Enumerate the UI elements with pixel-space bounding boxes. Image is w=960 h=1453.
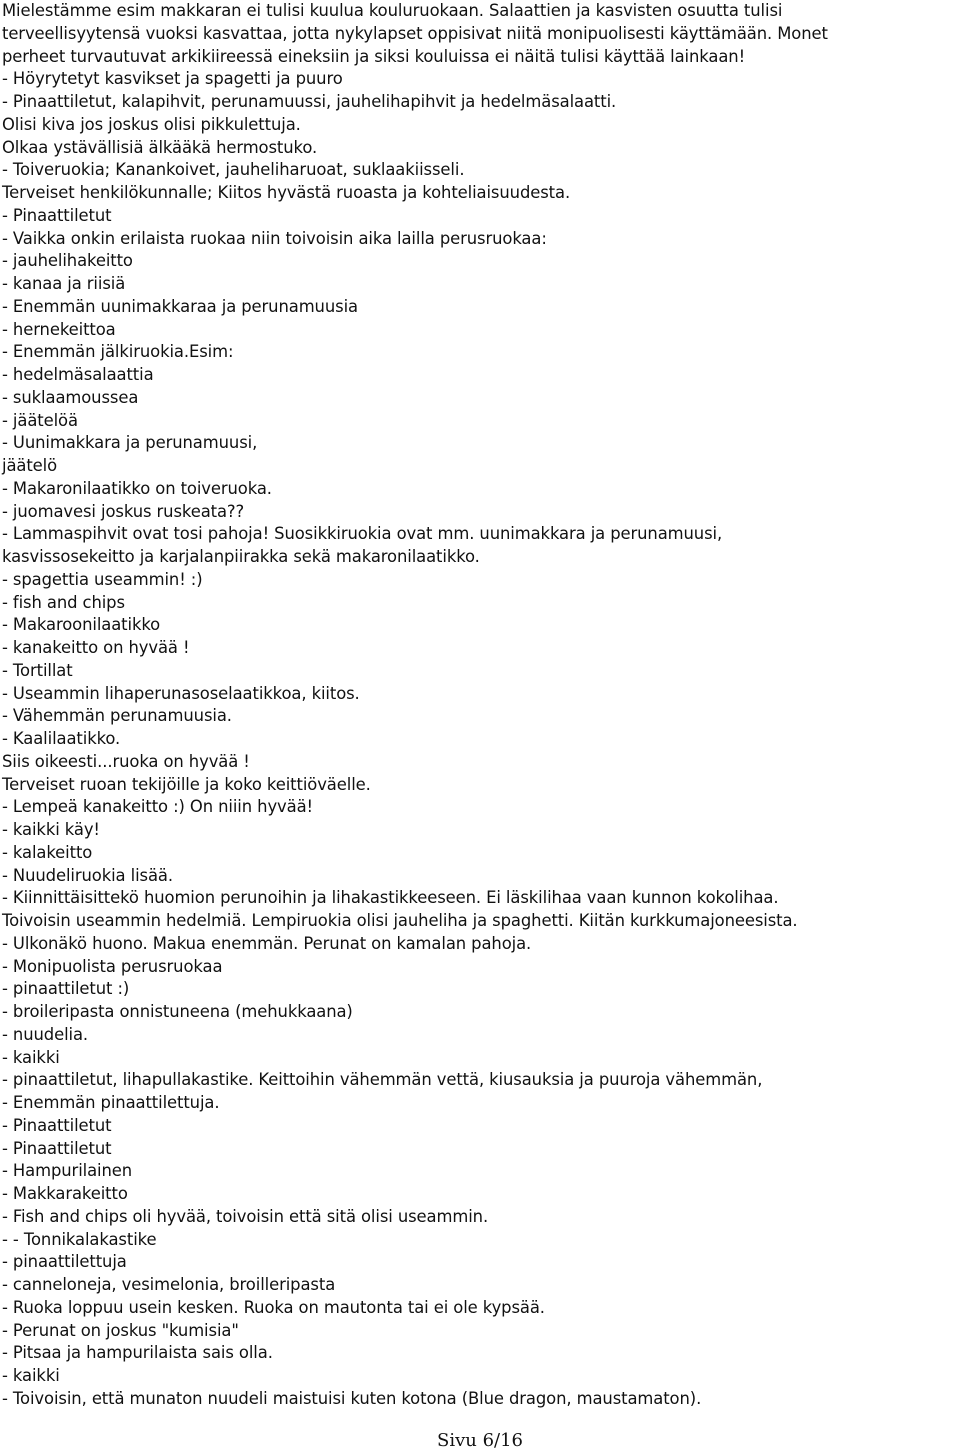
text-line: - Pinaattiletut — [2, 205, 112, 225]
text-line: - - Tonnikalakastike — [2, 1229, 157, 1249]
text-line: - Perunat on joskus "kumisia" — [2, 1320, 239, 1340]
text-line: - Pinaattiletut — [2, 1115, 112, 1135]
text-line: - Nuudeliruokia lisää. — [2, 865, 173, 885]
text-line: - fish and chips — [2, 592, 125, 612]
text-line: terveellisyytensä vuoksi kasvattaa, jotta nykylapset oppisivat niitä monipuolisesti käyttämään. Monet — [2, 23, 828, 43]
text-line: - Toivoisin, että munaton nuudeli maistuisi kuten kotona (Blue dragon, maustamaton). — [2, 1388, 702, 1408]
page-number: Sivu 6/16 — [437, 1430, 523, 1451]
text-line: Mielestämme esim makkaran ei tulisi kuulua kouluruokaan. Salaattien ja kasvisten osuutta tulisi — [2, 1, 783, 20]
text-line: - pinaattilettuja — [2, 1252, 127, 1272]
text-line: - Pinaattiletut, kalapihvit, perunamuussi, jauhelihapihvit ja hedelmäsalaatti. — [2, 92, 617, 111]
text-line: - hedelmäsalaattia — [2, 365, 154, 384]
text-line: - Ruoka loppuu usein kesken. Ruoka on mautonta tai ei ole kypsää. — [2, 1297, 545, 1317]
text-line: - Vähemmän perunamuusia. — [2, 706, 232, 726]
text-line: - Kiinnittäisittekö huomion perunoihin ja lihakastikkeeseen. Ei läskilihaa vaan kunnon kokolihaa. — [2, 888, 779, 908]
text-line: - jauhelihakeitto — [2, 251, 133, 271]
text-line: - Fish and chips oli hyvää, toivoisin että sitä olisi useammin. — [2, 1206, 489, 1226]
text-line: - kanakeitto on hyvää ! — [2, 638, 190, 657]
text-line: - Uunimakkara ja perunamuusi, — [2, 433, 258, 453]
text-line: - Hampurilainen — [2, 1161, 133, 1181]
text-line: - Makkarakeitto — [2, 1184, 128, 1203]
text-line: - Useammin lihaperunasoselaatikkoa, kiitos. — [2, 683, 360, 703]
document-body — [2, 0, 956, 1411]
text-line: - kaikki — [2, 1366, 60, 1385]
text-line: - Makaronilaatikko on toiveruoka. — [2, 478, 272, 498]
text-line: - Enemmän jälkiruokia.Esim: — [2, 342, 234, 362]
text-line: - Toiveruokia; Kanankoivet, jauheliharuoat, suklaakiisseli. — [2, 160, 465, 180]
text-line: - pinaattiletut, lihapullakastike. Keittoihin vähemmän vettä, kiusauksia ja puuroja vähemmän, — [2, 1070, 763, 1090]
text-line: - kaikki käy! — [2, 820, 100, 839]
text-line: perheet turvautuvat arkikiireessä eineksiin ja siksi kouluissa ei näitä tulisi käyttää lainkaan! — [2, 46, 746, 66]
text-line: kasvissosekeitto ja karjalanpiirakka sekä makaronilaatikko. — [2, 547, 480, 566]
text-line: - Enemmän uunimakkaraa ja perunamuusia — [2, 296, 358, 316]
text-line: - spagettia useammin! :) — [2, 569, 203, 589]
text-line: - Pitsaa ja hampurilaista sais olla. — [2, 1343, 273, 1363]
text-line: - kaikki — [2, 1047, 60, 1067]
text-line: - Lempeä kanakeitto :) On niiin hyvää! — [2, 797, 313, 817]
text-line: Olkaa ystävällisiä älkääkä hermostuko. — [2, 137, 318, 157]
text-line: - Monipuolista perusruokaa — [2, 956, 223, 976]
text-line: Terveiset henkilökunnalle; Kiitos hyvästä ruoasta ja kohteliaisuudesta. — [2, 183, 571, 202]
text-line: jäätelö — [2, 456, 58, 475]
text-line: - Vaikka onkin erilaista ruokaa niin toivoisin aika lailla perusruokaa: — [2, 228, 547, 248]
text-line: - Pinaattiletut — [2, 1138, 112, 1158]
text-line: - Tortillat — [2, 660, 73, 680]
text-line: Terveiset ruoan tekijöille ja koko keittiöväelle. — [2, 774, 371, 794]
text-line: - hernekeittoa — [2, 319, 116, 339]
text-line: - broileripasta onnistuneena (mehukkaana) — [2, 1002, 353, 1021]
text-line: - Enemmän pinaattilettuja. — [2, 1093, 220, 1112]
text-line: Siis oikeesti...ruoka on hyvää ! — [2, 751, 250, 771]
text-line: - Lammaspihvit ovat tosi pahoja! Suosikkiruokia ovat mm. uunimakkara ja perunamuusi, — [2, 524, 723, 544]
text-line: - juomavesi joskus ruskeata?? — [2, 501, 245, 521]
text-line: - canneloneja, vesimelonia, broilleripasta — [2, 1275, 336, 1294]
text-line: Olisi kiva jos joskus olisi pikkulettuja. — [2, 114, 301, 134]
text-line: Toivoisin useammin hedelmiä. Lempiruokia olisi jauheliha ja spaghetti. Kiitän kurkkumajoneesista. — [2, 911, 798, 930]
text-line: - kalakeitto — [2, 842, 93, 862]
text-line: - Makaroonilaatikko — [2, 615, 161, 635]
text-line: - pinaattiletut :) — [2, 979, 130, 999]
text-line: - Ulkonäkö huono. Makua enemmän. Perunat on kamalan pahoja. — [2, 933, 532, 953]
text-line: - kanaa ja riisiä — [2, 274, 126, 293]
text-line: - Höyrytetyt kasvikset ja spagetti ja puuro — [2, 69, 343, 89]
text-line: - jäätelöä — [2, 410, 78, 430]
text-line: - suklaamoussea — [2, 387, 139, 407]
text-line: - Kaalilaatikko. — [2, 729, 121, 748]
text-line: - nuudelia. — [2, 1024, 89, 1044]
